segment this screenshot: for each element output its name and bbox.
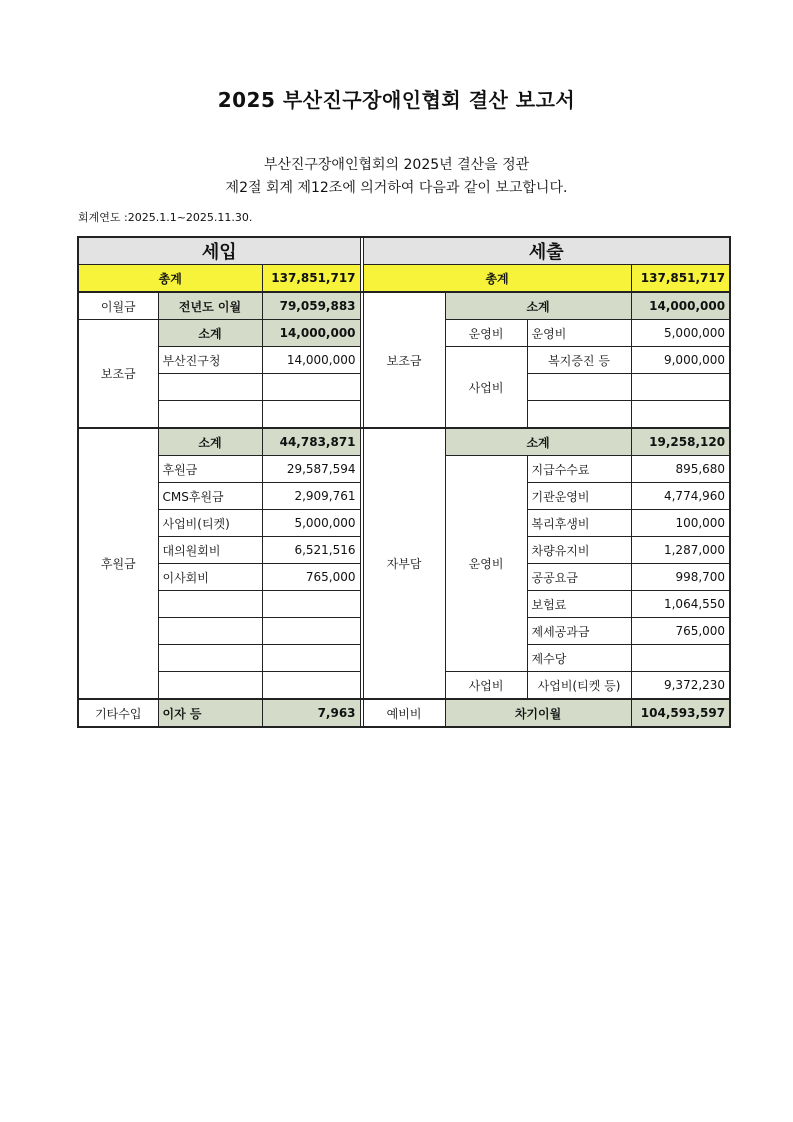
reserve-category: 예비비 xyxy=(363,699,445,727)
donation-item: CMS후원금 xyxy=(158,483,262,510)
empty-cell xyxy=(527,401,631,429)
fiscal-period: 회계연도 :2025.1.1~2025.11.30. xyxy=(78,211,253,224)
self-ops-item: 보험료 xyxy=(527,591,631,618)
intro-line-2: 제2절 회계 제12조에 의거하여 다음과 같이 보고합니다. xyxy=(225,180,568,196)
empty-cell xyxy=(158,618,262,645)
expense-header: 세출 xyxy=(363,237,730,265)
empty-cell xyxy=(262,645,360,672)
self-expense-subtotal: 19,258,120 xyxy=(631,428,730,456)
donation-item: 후원금 xyxy=(158,456,262,483)
empty-cell xyxy=(631,401,730,429)
subsidy-biz-item: 복지증진 등 xyxy=(527,347,631,374)
reserve-item: 차기이월 xyxy=(445,699,631,727)
subsidy-income-item: 부산진구청 xyxy=(158,347,262,374)
empty-cell xyxy=(527,374,631,401)
self-ops-amount: 4,774,960 xyxy=(631,483,730,510)
intro-line-1: 부산진구장애인협회의 2025년 결산을 정관 xyxy=(263,157,530,173)
other-income-item: 이자 등 xyxy=(158,699,262,727)
empty-cell xyxy=(158,401,262,429)
subsidy-expense-category: 보조금 xyxy=(363,292,445,428)
subsidy-income-subtotal: 14,000,000 xyxy=(262,320,360,347)
empty-cell xyxy=(631,374,730,401)
self-ops-item: 제세공과금 xyxy=(527,618,631,645)
page-title: 2025 부산진구장애인협회 결산 보고서 xyxy=(217,88,576,112)
donation-item: 대의원회비 xyxy=(158,537,262,564)
empty-cell xyxy=(262,672,360,700)
self-ops-amount: 765,000 xyxy=(631,618,730,645)
donation-category: 후원금 xyxy=(78,428,158,699)
self-ops-amount: 100,000 xyxy=(631,510,730,537)
self-ops-item: 기관운영비 xyxy=(527,483,631,510)
empty-cell xyxy=(262,618,360,645)
donation-amount: 765,000 xyxy=(262,564,360,591)
self-ops-amount: 1,064,550 xyxy=(631,591,730,618)
subsidy-ops-item: 운영비 xyxy=(527,320,631,347)
self-ops-item: 제수당 xyxy=(527,645,631,672)
subsidy-ops-amount: 5,000,000 xyxy=(631,320,730,347)
empty-cell xyxy=(262,591,360,618)
subsidy-ops-label: 운영비 xyxy=(445,320,527,347)
self-ops-item: 공공요금 xyxy=(527,564,631,591)
self-biz-amount: 9,372,230 xyxy=(631,672,730,700)
carryover-item: 전년도 이월 xyxy=(158,292,262,320)
empty-cell xyxy=(262,374,360,401)
self-biz-item: 사업비(티켓 등) xyxy=(527,672,631,700)
settlement-table xyxy=(77,236,731,728)
self-ops-amount xyxy=(631,645,730,672)
donation-item: 사업비(티켓) xyxy=(158,510,262,537)
self-ops-item: 지급수수료 xyxy=(527,456,631,483)
income-total-amount: 137,851,717 xyxy=(262,265,360,293)
self-ops-amount: 895,680 xyxy=(631,456,730,483)
subsidy-expense-subtotal: 14,000,000 xyxy=(631,292,730,320)
donation-amount: 2,909,761 xyxy=(262,483,360,510)
donation-subtotal: 44,783,871 xyxy=(262,428,360,456)
self-ops-item: 차량유지비 xyxy=(527,537,631,564)
donation-amount: 5,000,000 xyxy=(262,510,360,537)
self-ops-label: 운영비 xyxy=(445,456,527,672)
expense-total-amount: 137,851,717 xyxy=(631,265,730,293)
empty-cell xyxy=(158,374,262,401)
self-expense-subtotal-label: 소계 xyxy=(445,428,631,456)
other-income-category: 기타수입 xyxy=(78,699,158,727)
subsidy-biz-amount: 9,000,000 xyxy=(631,347,730,374)
donation-item: 이사회비 xyxy=(158,564,262,591)
subsidy-expense-subtotal-label: 소계 xyxy=(445,292,631,320)
empty-cell xyxy=(158,645,262,672)
empty-cell xyxy=(158,672,262,700)
donation-amount: 6,521,516 xyxy=(262,537,360,564)
self-ops-item: 복리후생비 xyxy=(527,510,631,537)
subsidy-income-category: 보조금 xyxy=(78,320,158,429)
donation-subtotal-label: 소계 xyxy=(158,428,262,456)
reserve-amount: 104,593,597 xyxy=(631,699,730,727)
self-biz-label: 사업비 xyxy=(445,672,527,700)
other-income-amount: 7,963 xyxy=(262,699,360,727)
self-expense-category: 자부담 xyxy=(363,428,445,699)
empty-cell xyxy=(262,401,360,429)
subsidy-biz-label: 사업비 xyxy=(445,347,527,429)
carryover-category: 이월금 xyxy=(78,292,158,320)
donation-amount: 29,587,594 xyxy=(262,456,360,483)
expense-total-label: 총계 xyxy=(363,265,631,293)
empty-cell xyxy=(158,591,262,618)
self-ops-amount: 1,287,000 xyxy=(631,537,730,564)
subsidy-income-amount: 14,000,000 xyxy=(262,347,360,374)
self-ops-amount: 998,700 xyxy=(631,564,730,591)
carryover-amount: 79,059,883 xyxy=(262,292,360,320)
income-total-label: 총계 xyxy=(78,265,262,293)
income-header: 세입 xyxy=(78,237,360,265)
subsidy-income-subtotal-label: 소계 xyxy=(158,320,262,347)
